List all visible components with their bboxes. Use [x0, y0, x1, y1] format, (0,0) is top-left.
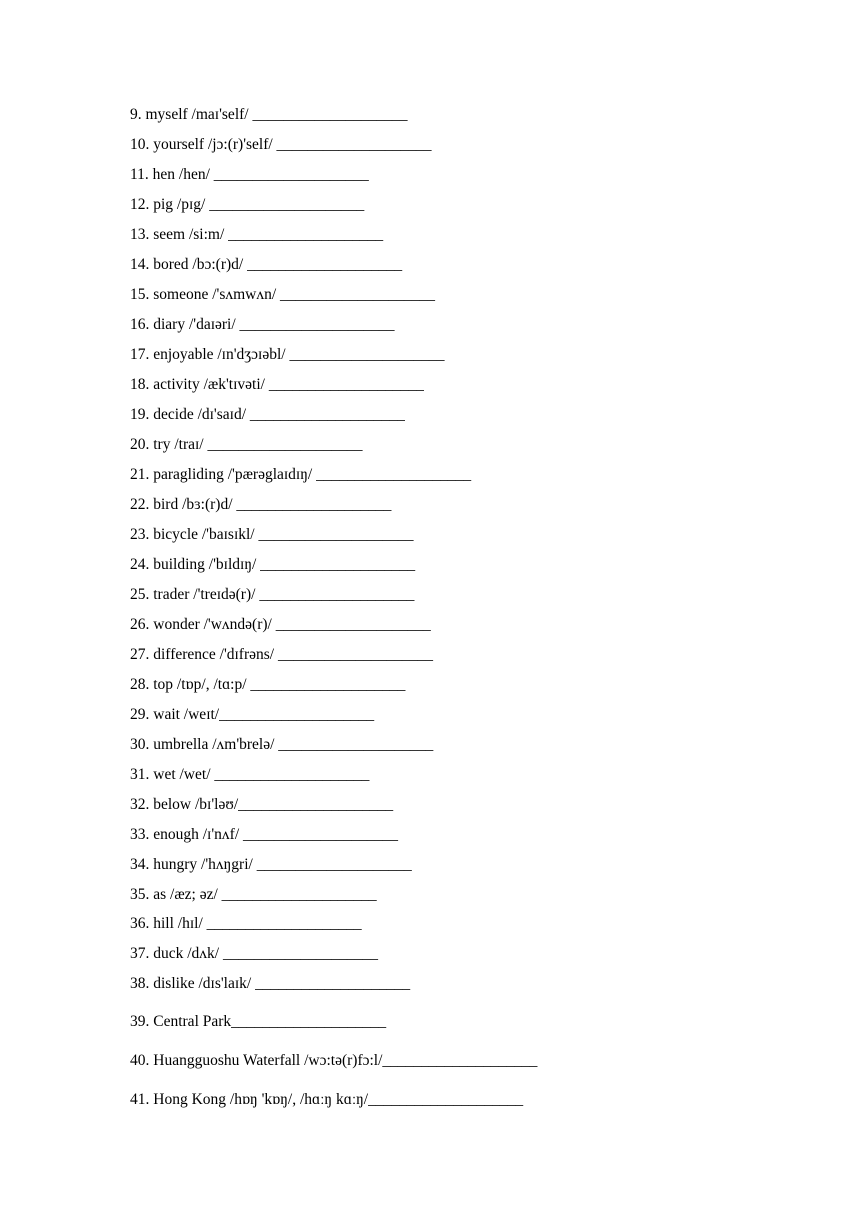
vocab-line-22: 22. bird /bɜ:(r)d/ ____________________: [130, 496, 392, 513]
vocab-line-16: 16. diary /'daɪəri/ ____________________: [130, 316, 395, 333]
vocab-line-17: 17. enjoyable /ɪn'dʒɔɪəbl/ ____________________: [130, 346, 445, 363]
vocab-line-39: 39. Central Park____________________: [130, 1013, 387, 1030]
vocab-line-30: 30. umbrella /ʌm'brelə/ ____________________: [130, 736, 434, 753]
vocab-line-36: 36. hill /hɪl/ ____________________: [130, 915, 362, 932]
vocab-line-24: 24. building /'bɪldɪŋ/ ____________________: [130, 556, 416, 573]
vocab-line-32: 32. below /bɪ'ləʊ/____________________: [130, 796, 394, 813]
vocab-line-23: 23. bicycle /'baɪsɪkl/ ____________________: [130, 526, 414, 543]
vocab-line-13: 13. seem /si:m/ ____________________: [130, 226, 384, 243]
vocab-line-27: 27. difference /'dɪfrəns/ ____________________: [130, 646, 433, 663]
vocab-line-14: 14. bored /bɔ:(r)d/ ____________________: [130, 256, 403, 273]
vocab-line-18: 18. activity /æk'tɪvəti/ ____________________: [130, 376, 424, 393]
vocab-line-25: 25. trader /'treɪdə(r)/ ____________________: [130, 586, 415, 603]
vocab-line-38: 38. dislike /dɪs'laɪk/ ____________________: [130, 975, 411, 992]
vocab-line-21: 21. paragliding /'pærəglaɪdɪŋ/ ____________________: [130, 466, 472, 483]
vocab-line-31: 31. wet /wet/ ____________________: [130, 766, 370, 783]
vocab-line-41: 41. Hong Kong /hɒŋ 'kɒŋ/, /hɑːŋ kɑːŋ/____________________: [130, 1091, 524, 1108]
vocab-line-37: 37. duck /dʌk/ ____________________: [130, 945, 378, 962]
vocab-line-20: 20. try /traɪ/ ____________________: [130, 436, 363, 453]
vocab-line-40: 40. Huangguoshu Waterfall /wɔ:tə(r)fɔ:l/____________________: [130, 1052, 538, 1069]
vocab-line-19: 19. decide /dɪ'saɪd/ ____________________: [130, 406, 405, 423]
vocab-line-10: 10. yourself /jɔ:(r)'self/ ____________________: [130, 136, 432, 153]
vocab-line-28: 28. top /tɒp/, /tɑ:p/ ____________________: [130, 676, 406, 693]
vocab-line-33: 33. enough /ɪ'nʌf/ ____________________: [130, 826, 399, 843]
vocab-line-15: 15. someone /'sʌmwʌn/ ____________________: [130, 286, 436, 303]
vocab-line-11: 11. hen /hen/ ____________________: [130, 166, 369, 183]
vocab-line-34: 34. hungry /'hʌŋgri/ ____________________: [130, 856, 412, 873]
vocab-line-29: 29. wait /weɪt/____________________: [130, 706, 375, 723]
vocab-line-35: 35. as /æz; əz/ ____________________: [130, 886, 377, 903]
vocab-line-12: 12. pig /pɪg/ ____________________: [130, 196, 365, 213]
vocab-line-26: 26. wonder /'wʌndə(r)/ ____________________: [130, 616, 431, 633]
vocab-line-9: 9. myself /maɪ'self/ ____________________: [130, 106, 408, 123]
